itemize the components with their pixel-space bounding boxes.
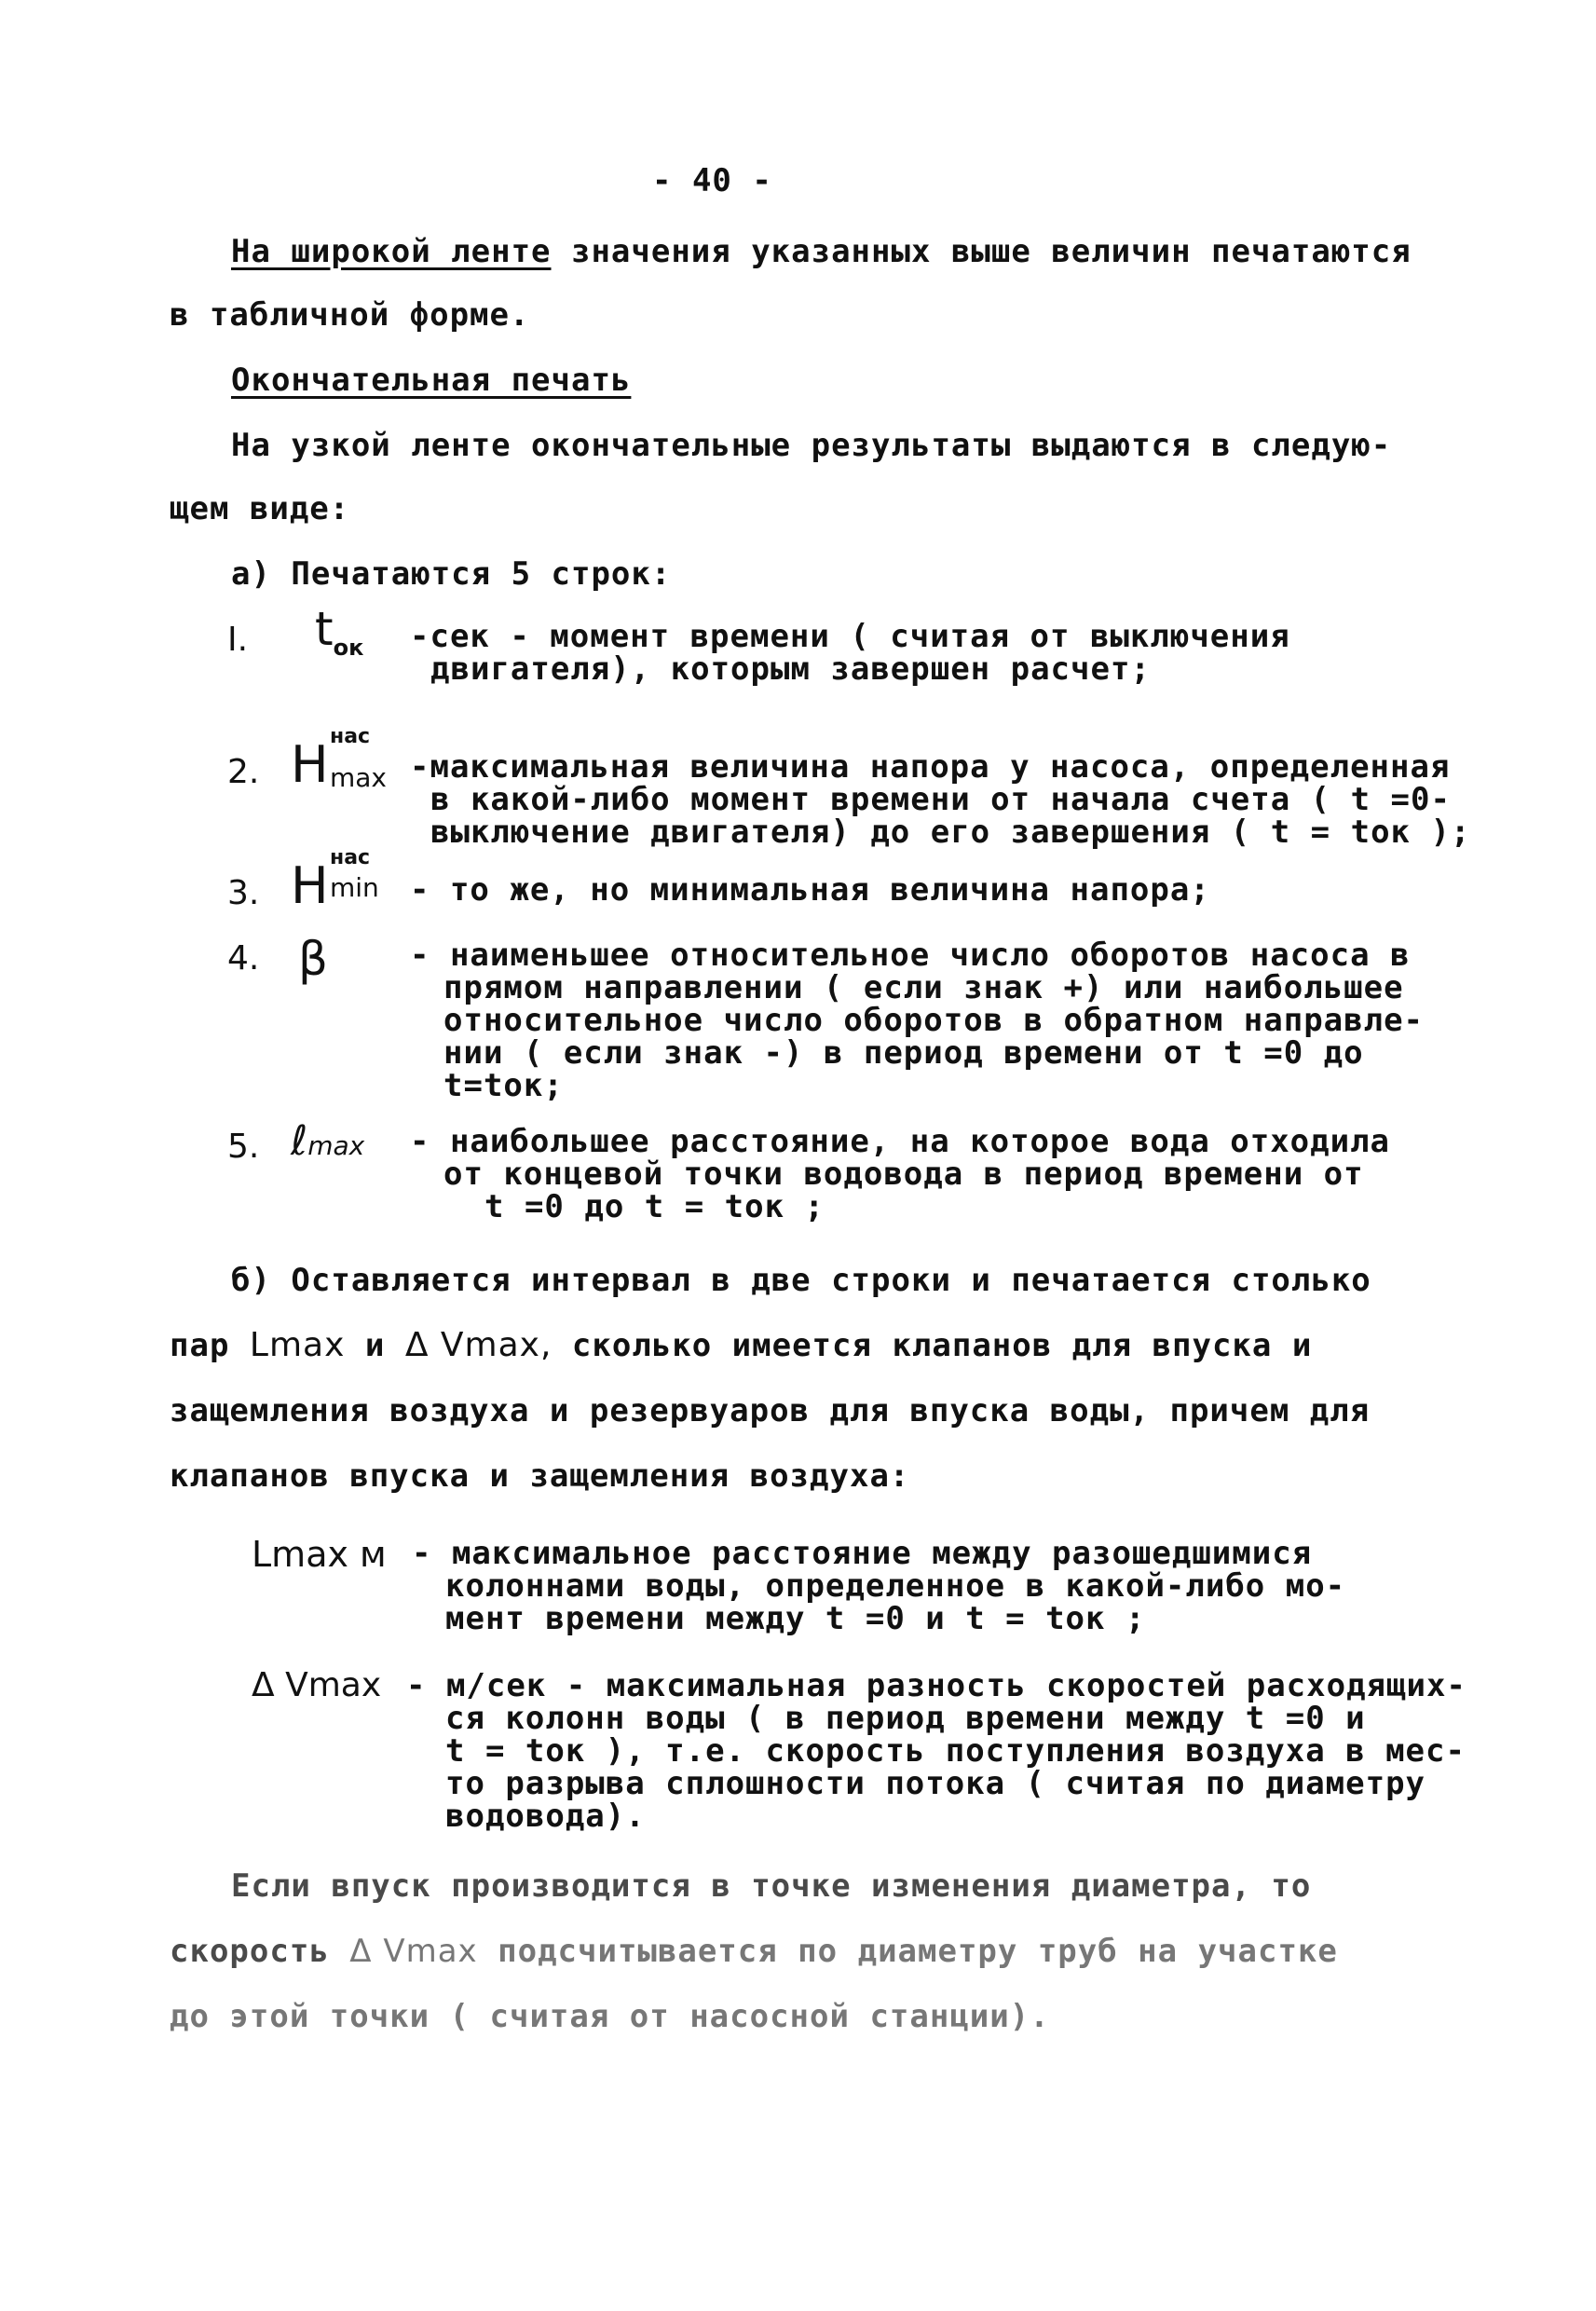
item-1-symbol-sub: ок (333, 635, 364, 661)
closing-line-2 (170, 1933, 1338, 1970)
intro-rest: значения указанных выше величин печатаются (551, 233, 1412, 270)
def-1-line-1: - максимальное расстояние между разошедшимися (412, 1535, 1313, 1572)
item-5-number: 5. (227, 1128, 260, 1166)
def-2-line-2: ся колонн воды ( в период времени между t =0 и (445, 1700, 1366, 1737)
closing-post: подсчитывается по диаметру труб на участке (498, 1933, 1338, 1970)
def-2-line-1: - м/сек - максимальная разность скоростей расходящих- (406, 1667, 1466, 1704)
item-1-number: I. (227, 621, 249, 659)
part-b-mid: и (364, 1327, 386, 1364)
item-5-symbol-sub: max (307, 1130, 365, 1161)
item-2-number: 2. (227, 753, 260, 791)
item-4-symbol: β (298, 932, 328, 986)
intro-line-1 (231, 233, 1412, 270)
part-b-line-4: клапанов впуска и защемления воздуха: (170, 1457, 910, 1495)
item-2-line-1: -максимальная величина напора у насоса, определенная (410, 748, 1451, 786)
def-2-line-3: t = tок ), т.е. скорость поступления воздуха в мес- (445, 1732, 1466, 1770)
item-4-line-2: прямом направлении ( если знак +) или наибольшее (443, 969, 1404, 1006)
item-5-line-1: - наибольшее расстояние, на которое вода отходила (410, 1123, 1391, 1160)
item-2-symbol (291, 725, 412, 796)
item-1-line-1: -сек - момент времени ( считая от выключения (410, 618, 1290, 655)
section-title: Окончательная печать (231, 362, 632, 399)
def-1-line-3: мент времени между t =0 и t = tок ; (445, 1600, 1146, 1637)
closing-line-1: Если впуск производится в точке изменения диаметра, то (231, 1867, 1312, 1905)
page-number: - 40 - (652, 162, 772, 199)
item-4-line-1: - наименьшее относительное число оборотов насоса в (410, 937, 1411, 974)
part-b-post: сколько имеется клапанов для впуска и (571, 1327, 1313, 1364)
item-3-line-1: - то же, но минимальная величина напора; (410, 871, 1210, 909)
item-2-text (410, 748, 1471, 851)
item-5-symbol-base: ℓ (291, 1117, 308, 1165)
def-2-symbol: Δ Vmax (252, 1666, 382, 1704)
part-b-line-3: защемления воздуха и резервуаров для впуска воды, причем для (170, 1392, 1371, 1429)
part-b-line-2 (170, 1327, 1312, 1364)
item-5-line-2: от концевой точки водовода в период времени от (443, 1156, 1364, 1193)
item-1-symbol (315, 602, 364, 671)
item-2-symbol-base: H (291, 735, 329, 794)
narrow-tape-line-1: На узкой ленте окончательные результаты выдаются в следую- (231, 427, 1392, 464)
item-5-text (410, 1123, 1391, 1225)
item-4-text (410, 939, 1424, 1102)
item-1-text (410, 618, 1290, 688)
part-b-pre: пар (170, 1327, 230, 1364)
item-4-line-3: относительное число оборотов в обратном направле- (443, 1002, 1425, 1039)
part-b-symbol-lmax: Lmax (249, 1326, 346, 1364)
def-1-text (412, 1535, 1346, 1637)
item-3-symbol-base: H (291, 856, 329, 915)
item-3-number: 3. (227, 874, 260, 912)
def-2-text (406, 1667, 1466, 1835)
item-4-line-5: t=tок; (443, 1067, 564, 1104)
def-1-symbol: Lmax м (252, 1534, 387, 1575)
item-4-number: 4. (227, 939, 260, 978)
part-a-heading: а) Печатаются 5 строк: (231, 555, 672, 593)
def-2-line-4: то разрыва сплошности потока ( считая по диаметру (445, 1765, 1426, 1802)
item-2-symbol-sub: max (330, 762, 388, 793)
closing-symbol-dvmax: Δ Vmax (349, 1933, 478, 1970)
closing-line-3: до этой точки ( считая от насосной станции). (170, 1998, 1050, 2035)
intro-line-2: в табличной форме. (170, 296, 530, 334)
part-b-line-1: б) Оставляется интервал в две строки и печатается столько (231, 1262, 1371, 1299)
closing-pre: скорость (170, 1933, 330, 1970)
item-1-symbol-base: t (315, 602, 334, 656)
item-2-line-2: в какой-либо момент времени от начала счета ( t =0- (430, 781, 1451, 818)
item-2-symbol-sup: нас (330, 725, 371, 748)
def-1-line-2: колоннами воды, определенное в какой-либо мо- (445, 1567, 1346, 1605)
item-3-text (410, 871, 1210, 909)
item-5-line-3: t =0 до t = tок ; (484, 1188, 825, 1225)
item-1-line-2: двигателя), которым завершен расчет; (430, 650, 1151, 688)
item-3-symbol-sub: min (330, 872, 379, 903)
intro-underlined: На широкой ленте (231, 233, 552, 270)
item-5-symbol (291, 1118, 364, 1169)
item-3-symbol (291, 846, 412, 915)
item-3-symbol-sup: нас (330, 846, 371, 869)
item-2-line-3: выключение двигателя) до его завершения ( t = tок ); (430, 814, 1471, 851)
narrow-tape-line-2: щем виде: (170, 490, 350, 527)
item-4-line-4: нии ( если знак -) в период времени от t =0 до (443, 1034, 1364, 1072)
part-b-symbol-dvmax: Δ Vmax, (404, 1326, 552, 1364)
def-2-line-5: водовода). (445, 1798, 646, 1835)
